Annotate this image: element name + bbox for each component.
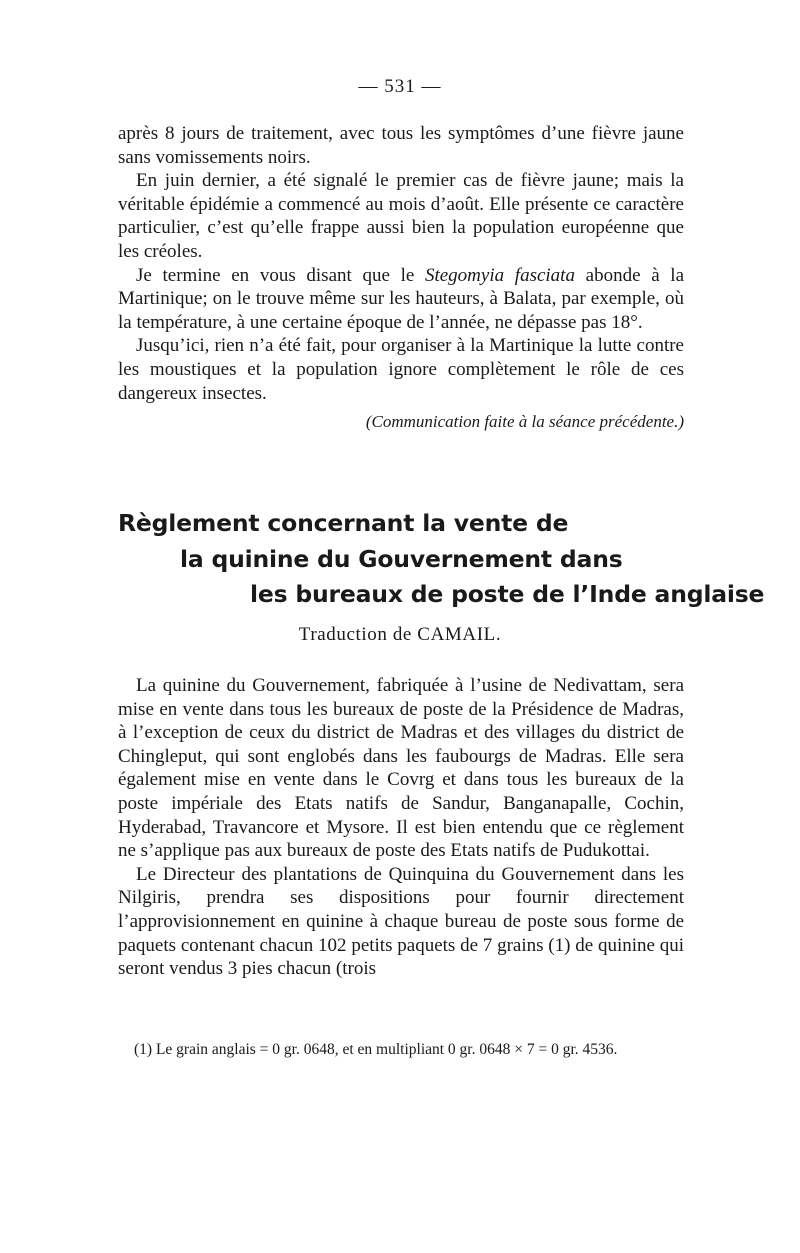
page-number: — 531 — bbox=[358, 76, 442, 97]
article-title bbox=[118, 506, 765, 613]
article-body bbox=[118, 674, 684, 981]
previous-article-end bbox=[118, 122, 684, 433]
paragraph bbox=[118, 264, 684, 335]
species-name: Stegomyia fasciata bbox=[424, 264, 575, 286]
communication-note: (Communication faite à la séance précédente.) bbox=[365, 412, 684, 432]
paragraph: Jusqu’ici, rien n’a été fait, pour organiser à la Martinique la lutte contre les moustiques et la population ignore complètement le rôle de ces dangereux insectes. bbox=[118, 335, 684, 404]
paragraph: après 8 jours de traitement, avec tous les symptômes d’une fièvre jaune sans vomissements noirs. bbox=[118, 123, 684, 168]
title-line: les bureaux de poste de l’Inde anglaise bbox=[250, 580, 765, 608]
translator-credit: Traduction de CAMAIL. bbox=[298, 624, 502, 645]
paragraph: En juin dernier, a été signalé le premier cas de fièvre jaune; mais la véritable épidémie a commencé au mois d’août. Elle présente ce caractère particulier, c’est qu’elle frappe aussi bien la population européenne que les créoles. bbox=[118, 170, 684, 262]
title-line: la quinine du Gouvernement dans bbox=[180, 544, 623, 573]
paragraph: Le Directeur des plantations de Quinquina du Gouvernement dans les Nilgiris, prendra ses dispositions pour fournir directement l’approvisionnement en quinine à chaque bureau de poste sous forme de paquets contenant chacun 102 petits paquets de 7 grains (1) de quinine qui seront vendus 3 pies chacun (trois bbox=[118, 863, 684, 980]
paragraph: La quinine du Gouvernement, fabriquée à l’usine de Nedivattam, sera mise en vente dans tous les bureaux de poste de la Présidence de Madras, à l’exception de ceux du district de Madras et des villages du district de Chingleput, qui sont englobés dans les faubourgs de Madras. Elle sera également mise en vente dans le Covrg et dans tous les bureaux de la poste impériale des Etats natifs de Sandur, Banganapalle, Cochin, Hyderabad, Travancore et Mysore. Il est bien entendu que ce règlement ne s’applique pas aux bureaux de poste des Etats natifs de Pudukottai. bbox=[118, 675, 684, 862]
footnote: (1) Le grain anglais = 0 gr. 0648, et en multipliant 0 gr. 0648 × 7 = 0 gr. 4536. bbox=[134, 1041, 618, 1058]
paragraph-text: Je termine en vous disant que le bbox=[136, 264, 425, 286]
paragraph-text: abonde à la Martinique; on le trouve même sur les hauteurs, à Balata, par exemple, où la température, à une certaine époque de l’année, ne dépasse pas 18°. bbox=[118, 264, 685, 333]
title-line: Règlement concernant la vente de bbox=[118, 509, 569, 537]
